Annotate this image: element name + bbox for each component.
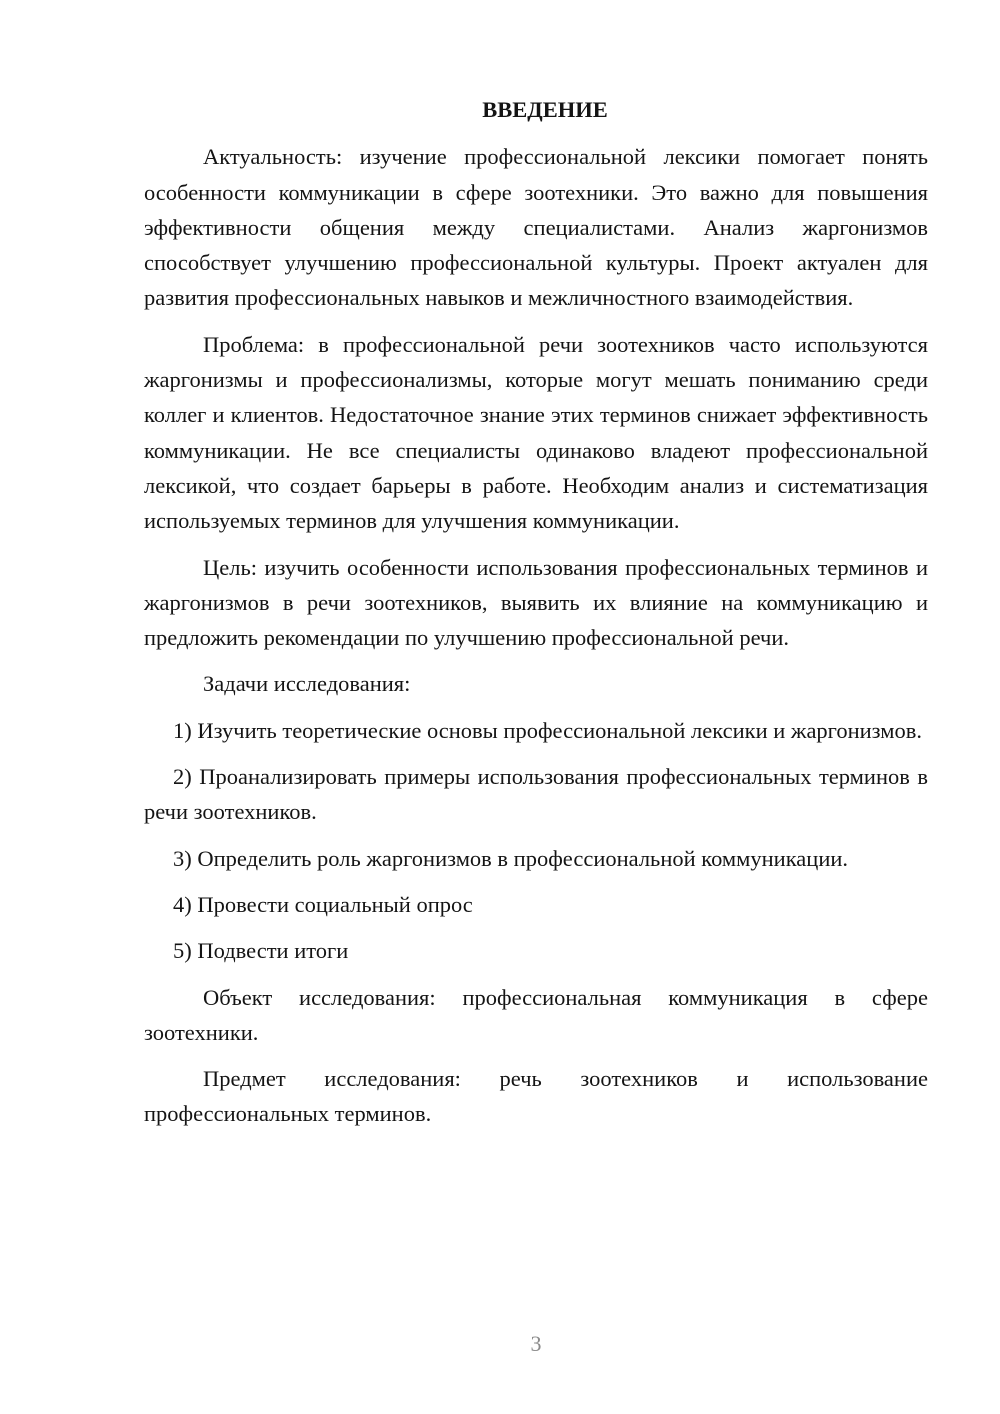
page-body [144,92,928,1143]
subject-paragraph: Предмет исследования: речь зоотехников и использование профессиональных терминов. [144,1066,928,1127]
goal-paragraph: Цель: изучить особенности использования профессиональных терминов и жаргонизмов в речи зоотехников, выявить их влияние на коммуникацию и предложить рекомендации по улучшению профессиональной речи. [144,554,928,651]
object-paragraph: Объект исследования: профессиональная коммуникация в сфере зоотехники. [144,984,928,1045]
page-number: 3 [530,1331,542,1356]
task-item-5: 5) Подвести итоги [173,938,349,964]
task-item-4: 4) Провести социальный опрос [173,891,473,917]
task-item-3: 3) Определить роль жаргонизмов в профессиональной коммуникации. [173,845,849,871]
task-item-1: 1) Изучить теоретические основы профессиональной лексики и жаргонизмов. [173,717,922,743]
relevance-paragraph: Актуальность: изучение профессиональной лексики помогает понять особенности коммуникации в сфере зоотехники. Это важно для повышения эффективности общения между специалистами. Анализ жаргонизмов способствует улучшению профессиональной культуры. Проект актуален для развития профессиональных навыков и межличностного взаимодействия. [144,144,928,311]
tasks-heading: Задачи исследования: [203,671,411,697]
task-item-2: 2) Проанализировать примеры использования профессиональных терминов в речи зоотехников. [144,764,928,825]
page-title: ВВЕДЕНИЕ [482,97,608,122]
problem-paragraph: Проблема: в профессиональной речи зоотехников часто используются жаргонизмы и профессионализмы, которые могут мешать пониманию среди коллег и клиентов. Недостаточное знание этих терминов снижает эффективность коммуникации. Не все специалисты одинаково владеют профессиональной лексикой, что создает барьеры в работе. Необходим анализ и систематизация используемых терминов для улучшения коммуникации. [144,331,928,534]
